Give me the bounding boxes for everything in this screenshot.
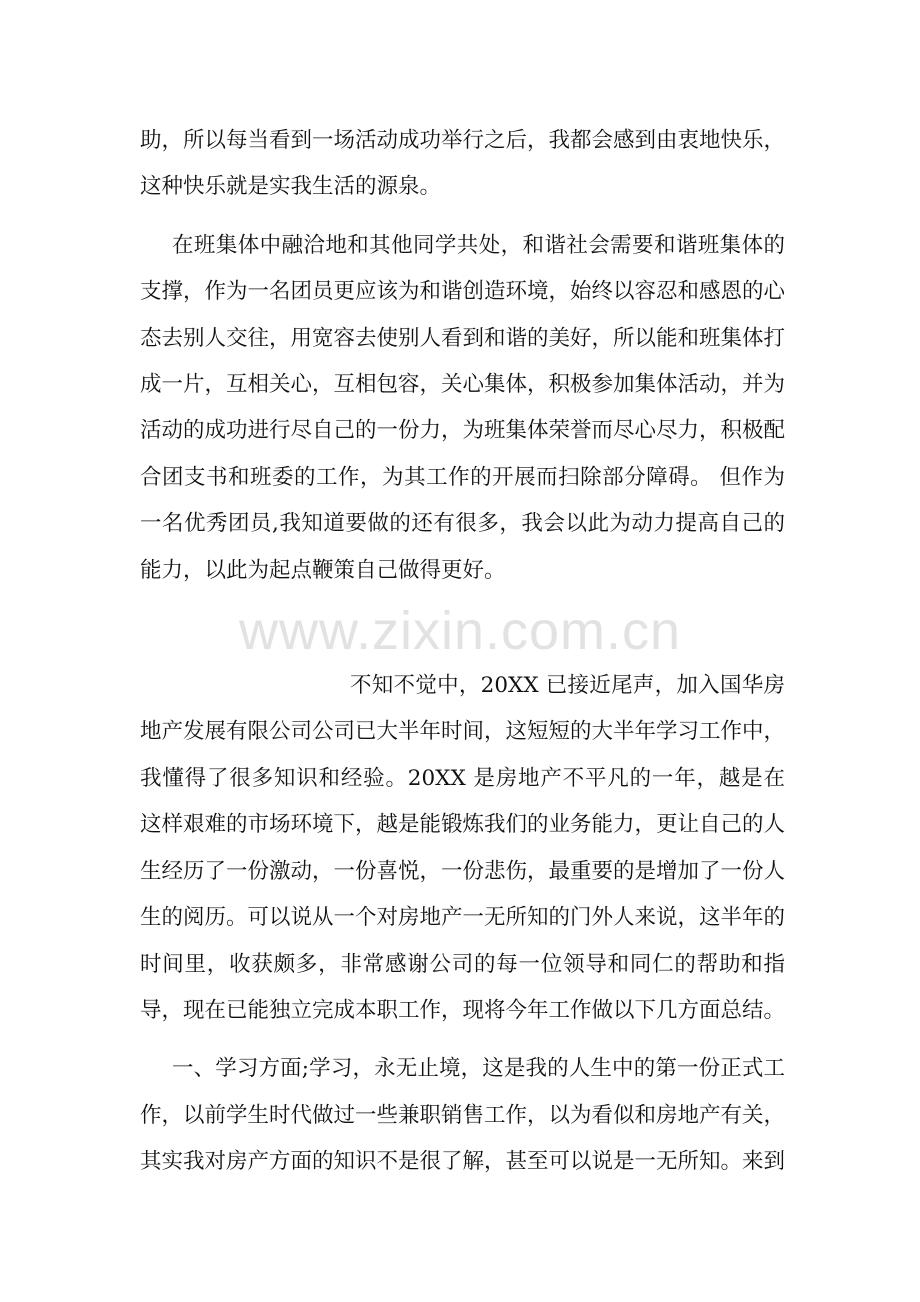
paragraph-1: 助，所以每当看到一场活动成功举行之后，我都会感到由衷地快乐，这种快乐就是实我生活的源泉。: [140, 128, 786, 200]
paragraph-3: 不知不觉中，20XX 已接近尾声，加入国华房地产发展有限公司公司已大半年时间，这短短的大半年学习工作中，我懂得了很多知识和经验。20XX 是房地产不平凡的一年，越是在这样艰难的市场环境下，越是能锻炼我们的业务能力，更让自己的人生经历了一份激动，一份喜悦，一份悲伤，最重要的是增加了一份人生的阅历。可以说从一个对房地产一无所知的门外人来说，这半年的时间里，收获颇多，非常感谢公司的每一位领导和同仁的帮助和指导，现在已能独立完成本职工作，现将今年工作做以下几方面总结。: [140, 673, 786, 1023]
paragraph-2: 在班集体中融洽地和其他同学共处，和谐社会需要和谐班集体的支撑，作为一名团员更应该为和谐创造环境，始终以容忍和感恩的心态去别人交往，用宽容去使别人看到和谐的美好，所以能和班集体打成一片，互相关心，互相包容，关心集体，积极参加集体活动，并为活动的成功进行尽自己的一份力，为班集体荣誉而尽心尽力，积极配合团支书和班委的工作，为其工作的开展而扫除部分障碍。 但作为一名优秀团员,我知道要做的还有很多，我会以此为动力提高自己的能力，以此为起点鞭策自己做得更好。: [140, 232, 786, 583]
document-body: [140, 118, 785, 1186]
watermark: www.zixin.com.cn: [238, 601, 682, 661]
paragraph-4: 一、学习方面;学习，永无止境，这是我的人生中的第一份正式工作，以前学生时代做过一些兼职销售工作，以为看似和房地产有关，其实我对房产方面的知识不是很了解，甚至可以说是一无所知。来到: [140, 1056, 786, 1175]
